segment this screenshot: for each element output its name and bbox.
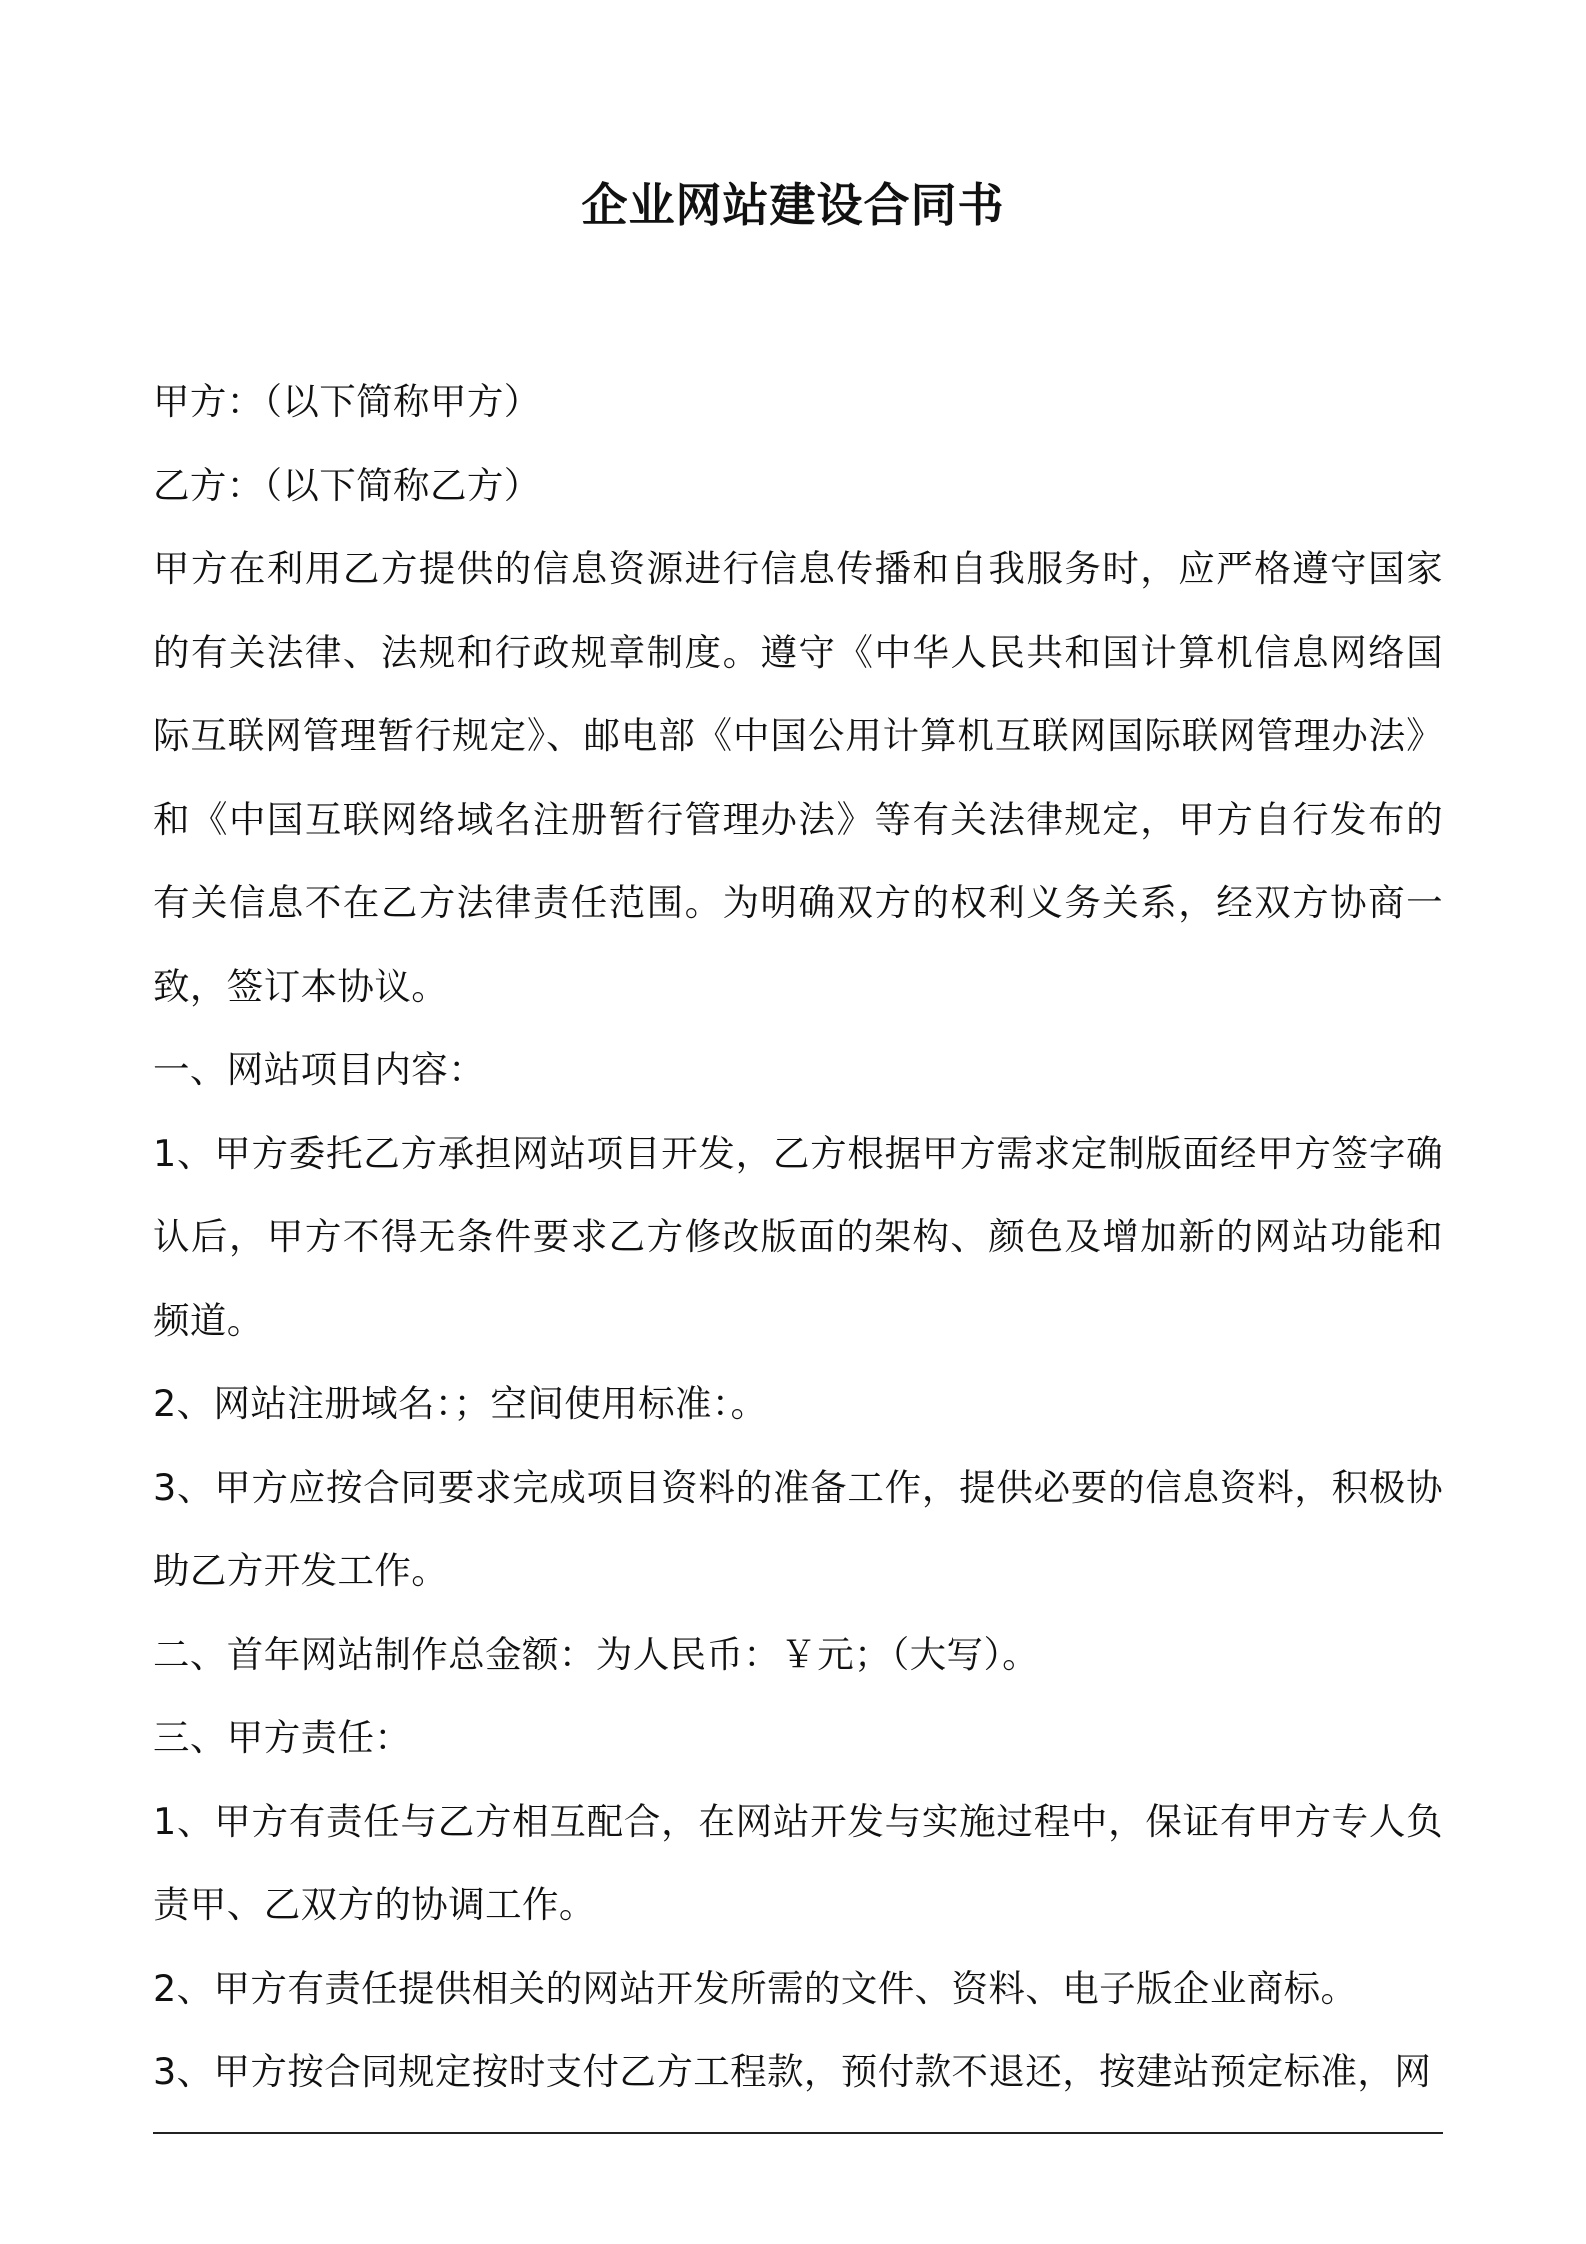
clause-paragraph: 1、甲方委托乙方承担网站项目开发，乙方根据甲方需求定制版面经甲方签字确认后，甲方不得无条件要求乙方修改版面的架构、颜色及增加新的网站功能和频道。 (153, 1131, 1443, 1342)
clause-paragraph: 1、甲方有责任与乙方相互配合，在网站开发与实施过程中，保证有甲方专人负责甲、乙双方的协调工作。 (153, 1799, 1443, 1926)
clause-paragraph: 3、甲方按合同规定按时支付乙方工程款，预付款不退还，按建站预定标准，网 (153, 2050, 1432, 2093)
section-heading-total-amount: 二、首年网站制作总金额：为人民币：￥元；（大写）。 (153, 1632, 1039, 1676)
clause-paragraph: 3、甲方应按合同要求完成项目资料的准备工作，提供必要的信息资料，积极协助乙方开发工作。 (153, 1465, 1443, 1592)
section-heading-project-content: 一、网站项目内容： (153, 1048, 486, 1091)
document-body (153, 360, 1443, 2114)
clause-paragraph: 2、网站注册域名：；空间使用标准：。 (153, 1382, 768, 1425)
footer-divider (153, 2132, 1443, 2134)
party-a-line: 甲方：（以下简称甲方） (153, 380, 541, 423)
document-title: 企业网站建设合同书 (581, 178, 1005, 232)
clause-paragraph: 2、甲方有责任提供相关的网站开发所需的文件、资料、电子版企业商标。 (153, 1966, 1358, 2010)
party-b-line: 乙方：（以下简称乙方） (153, 463, 541, 507)
section-heading-party-a-duties: 三、甲方责任： (153, 1716, 412, 1759)
preamble-paragraph: 甲方在利用乙方提供的信息资源进行信息传播和自我服务时，应严格遵守国家的有关法律、法规和行政规章制度。遵守《中华人民共和国计算机信息网络国际互联网管理暂行规定》、邮电部《中国公用计算机互联网国际联网管理办法》和《中国互联网络域名注册暂行管理办法》等有关法律规定，甲方自行发布的有关信息不在乙方法律责任范围。为明确双方的权利义务关系，经双方协商一致，签订本协议。 (153, 547, 1443, 1008)
